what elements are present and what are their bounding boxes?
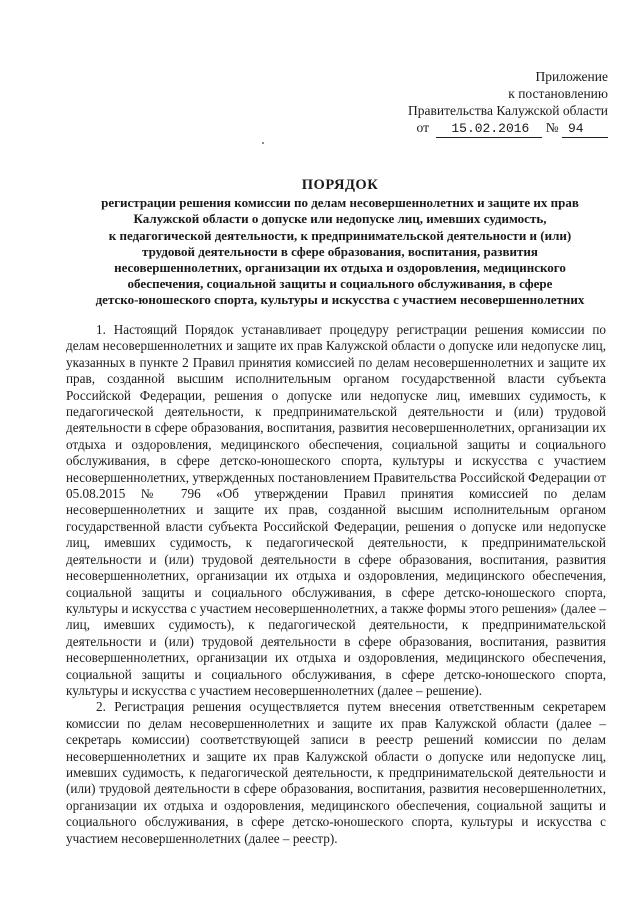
resolution-label: к постановлению xyxy=(508,86,608,101)
appendix-label: Приложение xyxy=(535,69,608,84)
government-label: Правительства Калужской области xyxy=(407,103,608,118)
title-line: несовершеннолетних, организации их отдыха и оздоровления, медицинского xyxy=(114,260,566,276)
date-number-line xyxy=(408,119,608,138)
number-prefix: № xyxy=(545,120,559,135)
paragraph-1: 1. Настоящий Порядок устанавливает процедуру регистрации решения комиссии по делам несовершеннолетних и защите их прав Калужской области о допуске или недопуске лиц, указанных в пункте 2 Правил принятия комиссией по делам несовершеннолетних и защите их прав, созданной высшим исполнительным органом государственной власти субъекта Российской Федерации, решения о допуске или недопуске лиц, имевших судимость, к педагогической деятельности, к предпринимательской деятельности и (или) трудовой деятельности в сфере образования, воспитания, развития несовершеннолетних, организации их отдыха и оздоровления, медицинского обеспечения, социальной защиты и социального обслуживания, в сфере детско-юношеского спорта, культуры и искусства с участием несовершеннолетних, утвержденных постановлением Правительства Российской Федерации от 05.08.2015 № 796 «Об утверждении Правил принятия комиссией по делам несовершеннолетних и защите их прав, созданной высшим исполнительным органом государственной власти субъекта Российской Федерации, решения о допуске или недопуске лиц, имевших судимость, к педагогической деятельности, к предпринимательской деятельности и (или) трудовой деятельности в сфере образования, воспитания, развития несовершеннолетних, организации их отдыха и оздоровления, медицинского обеспечения, социальной защиты и социального обслуживания, в сфере детско-юношеского спорта, культуры и искусства с участием несовершеннолетних, а также формы этого решения» (далее – лиц, имевших судимость), к педагогической деятельности, к предпринимательской деятельности и (или) трудовой деятельности в сфере образования, воспитания, развития несовершеннолетних, организации их отдыха и оздоровления, медицинского обеспечения, социальной защиты и социального обслуживания, в сфере детско-юношеского спорта, культуры и искусства с участием несовершеннолетних (далее – решение). xyxy=(66,322,606,698)
title-line: регистрации решения комиссии по делам несовершеннолетних и защите их прав xyxy=(101,195,579,211)
title-line: к педагогической деятельности, к предпринимательской деятельности и (или) xyxy=(108,227,572,243)
paragraph-2: 2. Регистрация решения осуществляется путем внесения ответственным секретарем комиссии по делам несовершеннолетних и защите их прав Калужской области (далее – секретарь комиссии) соответствующей записи в реестр решений комиссии по делам несовершеннолетних и защите их прав Калужской области о допуске или недопуске лиц, имевших судимость, к педагогической деятельности, к предпринимательской деятельности и (или) трудовой деятельности в сфере образования, воспитания, развития несовершеннолетних, организации их отдыха и оздоровления, медицинского обеспечения, социальной защиты и социального обслуживания, в сфере детско-юношеского спорта, культуры и искусства с участием несовершеннолетних (далее – реестр). xyxy=(66,699,606,846)
title-line: детско-юношеского спорта, культуры и искусства с участием несовершеннолетних xyxy=(95,292,585,308)
appendix-header xyxy=(408,68,608,138)
title-line: трудовой деятельности в сфере образования, воспитания, развития xyxy=(142,243,538,259)
document-body xyxy=(66,322,606,847)
title-line: Калужской области о допуске или недопуске лиц, имевших судимость, xyxy=(133,211,547,227)
date-prefix: от xyxy=(416,120,429,135)
title-main: ПОРЯДОК xyxy=(301,177,379,193)
scan-speck xyxy=(262,142,264,144)
resolution-date: 15.02.2016 xyxy=(436,120,542,138)
resolution-number: 94 xyxy=(562,120,608,138)
document-title xyxy=(60,177,620,309)
title-line: обеспечения, социальной защиты и социального обслуживания, в сфере xyxy=(127,276,553,292)
